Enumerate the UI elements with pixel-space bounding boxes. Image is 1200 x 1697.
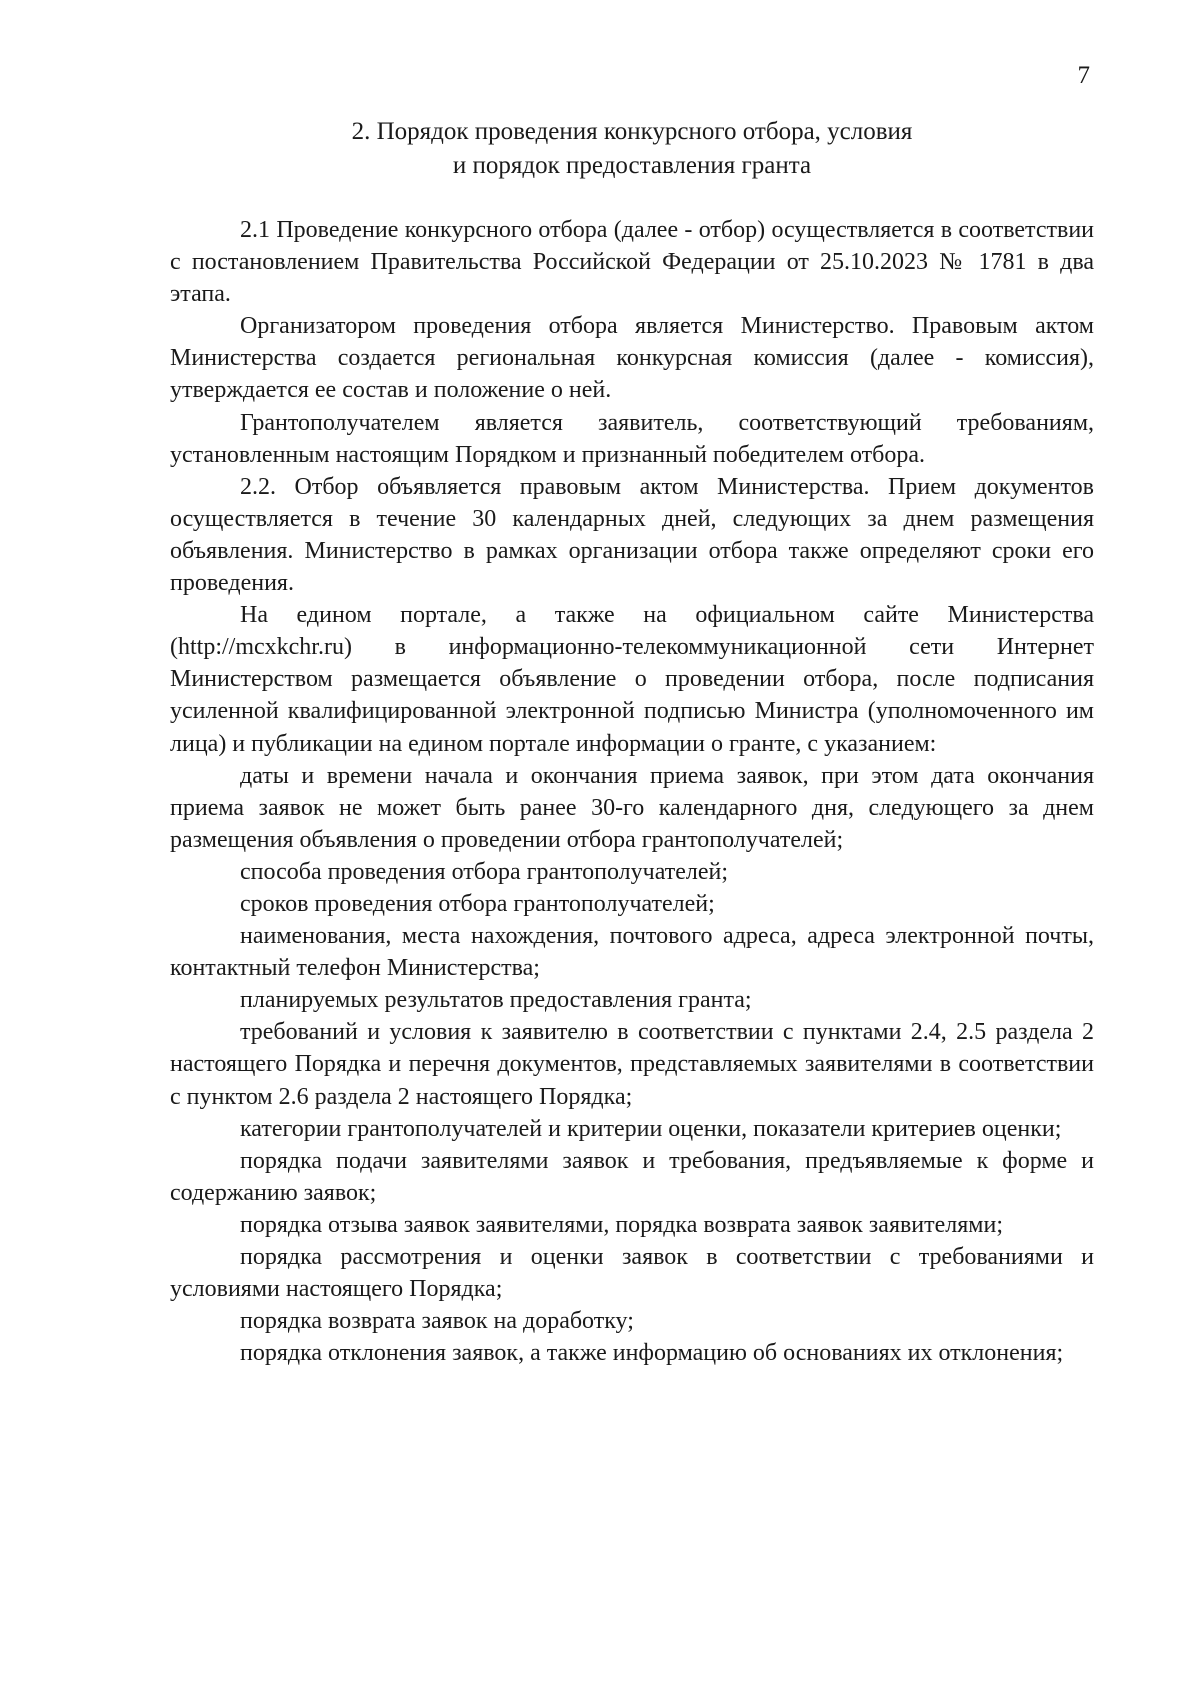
list-item-review: порядка рассмотрения и оценки заявок в соответствии с требованиями и условиями настоящего Порядка; bbox=[170, 1244, 1094, 1303]
paragraph-portal-announcement: На едином портале, а также на официальном сайте Министерства (http://mcxkchr.ru) в информационно-телекоммуникационной сети Интернет Министерством размещается объявление о проведении отбора, после подписания усиленной квалифицированной электронной подписью Министра (уполномоченного им лица) и публикации на едином портале информации о гранте, с указанием: bbox=[170, 602, 1094, 757]
section-heading-line-1: 2. Порядок проведения конкурсного отбора, условия bbox=[351, 118, 913, 145]
section-heading bbox=[170, 115, 1094, 183]
paragraph-2-2: 2.2. Отбор объявляется правовым актом Министерства. Прием документов осуществляется в течение 30 календарных дней, следующих за днем размещения объявления. Министерство в рамках организации отбора также определяют сроки его проведения. bbox=[170, 473, 1094, 597]
list-item-withdrawal: порядка отзыва заявок заявителями, порядка возврата заявок заявителями; bbox=[240, 1211, 1004, 1238]
list-item-terms: сроков проведения отбора грантополучателей; bbox=[240, 890, 715, 917]
list-item-categories: категории грантополучателей и критерии оценки, показатели критериев оценки; bbox=[240, 1115, 1062, 1142]
page-number: 7 bbox=[1077, 62, 1090, 89]
paragraph-2-1: 2.1 Проведение конкурсного отбора (далее - отбор) осуществляется в соответствии с постановлением Правительства Российской Федерации от 25.10.2023 № 1781 в два этапа. bbox=[170, 217, 1094, 308]
list-item-method: способа проведения отбора грантополучателей; bbox=[240, 858, 729, 885]
list-item-return: порядка возврата заявок на доработку; bbox=[240, 1308, 634, 1335]
list-item-requirements: требований и условия к заявителю в соответствии с пунктами 2.4, 2.5 раздела 2 настоящего Порядка и перечня документов, представляемых заявителями в соответствии с пунктом 2.6 раздела 2 настоящего Порядка; bbox=[170, 1019, 1094, 1110]
document-body bbox=[170, 214, 1094, 1369]
list-item-submission: порядка подачи заявителями заявок и требования, предъявляемые к форме и содержанию заявок; bbox=[170, 1147, 1094, 1206]
list-item-contacts: наименования, места нахождения, почтового адреса, адреса электронной почты, контактный телефон Министерства; bbox=[170, 923, 1094, 982]
section-heading-line-2: и порядок предоставления гранта bbox=[452, 152, 812, 179]
paragraph-organizer: Организатором проведения отбора является Министерство. Правовым актом Министерства создается региональная конкурсная комиссия (далее - комиссия), утверждается ее состав и положение о ней. bbox=[170, 313, 1094, 404]
list-item-results: планируемых результатов предоставления гранта; bbox=[240, 987, 752, 1014]
paragraph-grantee: Грантополучателем является заявитель, соответствующий требованиям, установленным настоящим Порядком и признанный победителем отбора. bbox=[170, 409, 1094, 468]
list-item-rejection: порядка отклонения заявок, а также информацию об основаниях их отклонения; bbox=[240, 1340, 1064, 1367]
list-item-dates: даты и времени начала и окончания приема заявок, при этом дата окончания приема заявок не может быть ранее 30-го календарного дня, следующего за днем размещения объявления о проведении отбора грантополучателей; bbox=[170, 762, 1094, 853]
